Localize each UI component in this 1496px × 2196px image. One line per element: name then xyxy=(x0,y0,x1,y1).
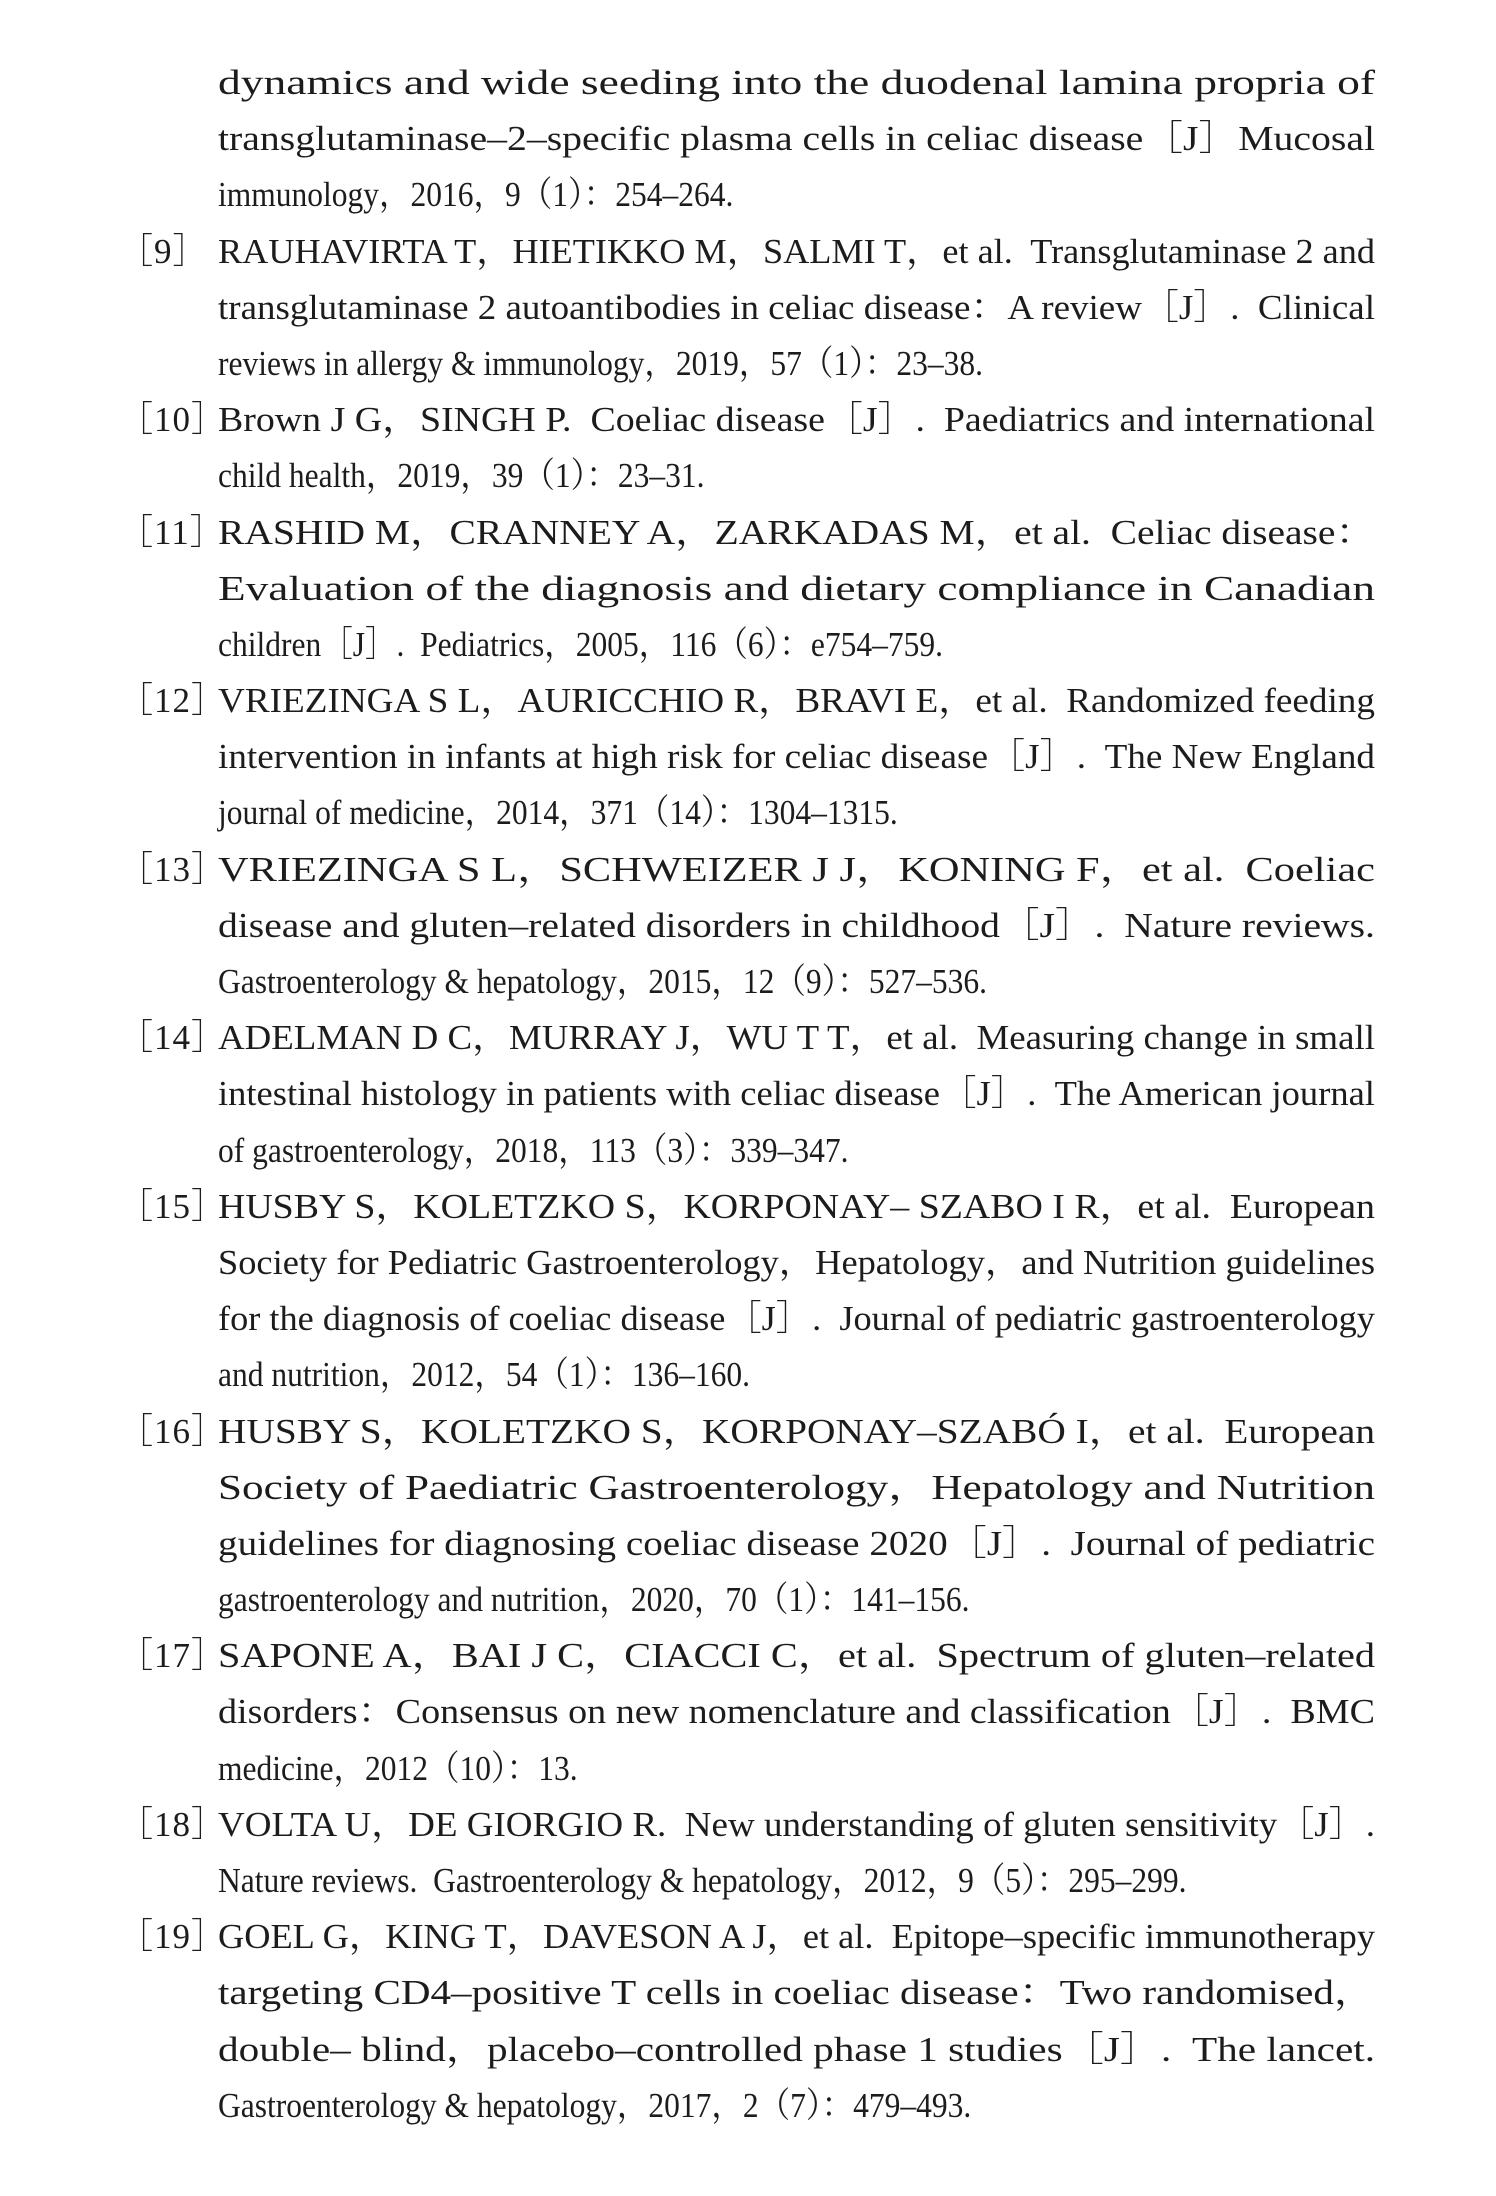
reference-line: intervention in infants at high risk for celiac disease［J］. The New England xyxy=(218,737,1376,777)
reference-item-14 xyxy=(0,1010,1496,1179)
reference-line: of gastroenterology，2018，113（3）：339–347. xyxy=(218,1130,849,1170)
reference-item-12 xyxy=(0,673,1496,842)
reference-line: transglutaminase–2–specific plasma cells in celiac disease［J］Mucosal xyxy=(218,119,1375,159)
reference-item-9 xyxy=(0,224,1496,393)
reference-item-19 xyxy=(0,1909,1496,2134)
reference-line: Brown J G，SINGH P. Coeliac disease［J］. Paediatrics and international xyxy=(218,400,1376,440)
reference-line: double– blind，placebo–controlled phase 1 studies［J］. The lancet. xyxy=(218,2029,1376,2069)
reference-line: transglutaminase 2 autoantibodies in celiac disease：A review［J］. Clinical xyxy=(218,287,1375,327)
reference-number: ［18］ xyxy=(118,1804,228,1844)
reference-line: RAUHAVIRTA T，HIETIKKO M，SALMI T，et al. Transglutaminase 2 and xyxy=(218,231,1375,271)
reference-line: intestinal histology in patients with celiac disease［J］. The American journal xyxy=(218,1074,1375,1114)
reference-line: immunology，2016，9（1）：254–264. xyxy=(218,175,734,215)
reference-item-13 xyxy=(0,842,1496,1011)
reference-number: ［12］ xyxy=(118,681,228,721)
reference-line: targeting CD4–positive T cells in coeliac disease：Two randomised， xyxy=(218,1973,1376,2013)
reference-line: VRIEZINGA S L，AURICCHIO R，BRAVI E，et al. Randomized feeding xyxy=(218,681,1375,721)
reference-number: ［14］ xyxy=(118,1018,228,1058)
reference-line: HUSBY S，KOLETZKO S，KORPONAY–SZABÓ I，et al. European xyxy=(218,1411,1376,1451)
reference-item-10 xyxy=(0,392,1496,504)
reference-line: disease and gluten–related disorders in childhood［J］. Nature reviews. xyxy=(218,905,1375,945)
reference-item-17 xyxy=(0,1628,1496,1797)
reference-line: child health，2019，39（1）：23–31. xyxy=(218,456,705,496)
reference-number: ［9］ xyxy=(118,231,209,271)
reference-line: SAPONE A，BAI J C，CIACCI C，et al. Spectrum of gluten–related xyxy=(218,1636,1375,1676)
reference-line: Gastroenterology & hepatology，2017，2（7）：479–493. xyxy=(218,2085,972,2125)
reference-line: journal of medicine，2014，371（14）：1304–1315. xyxy=(218,793,898,833)
reference-line: RASHID M，CRANNEY A，ZARKADAS M，et al. Celiac disease： xyxy=(218,512,1375,552)
reference-item-16 xyxy=(0,1404,1496,1629)
reference-line: ADELMAN D C，MURRAY J，WU T T，et al. Measuring change in small xyxy=(218,1018,1375,1058)
reference-line: and nutrition，2012，54（1）：136–160. xyxy=(218,1355,750,1395)
reference-item-18 xyxy=(0,1797,1496,1909)
reference-number: ［16］ xyxy=(118,1411,228,1451)
reference-item-15 xyxy=(0,1179,1496,1404)
reference-number: ［13］ xyxy=(118,849,228,889)
reference-number: ［10］ xyxy=(118,400,228,440)
reference-number: ［17］ xyxy=(118,1636,228,1676)
reference-line: Evaluation of the diagnosis and dietary compliance in Canadian xyxy=(218,568,1375,608)
reference-item-continued xyxy=(0,55,1496,224)
reference-line: GOEL G，KING T，DAVESON A J，et al. Epitope–specific immunotherapy xyxy=(218,1917,1376,1957)
reference-line: children［J］. Pediatrics，2005，116（6）：e754–759. xyxy=(218,624,944,664)
reference-line: HUSBY S，KOLETZKO S，KORPONAY– SZABO I R，et al. European xyxy=(218,1186,1375,1226)
reference-line: for the diagnosis of coeliac disease［J］. Journal of pediatric gastroenterology xyxy=(218,1299,1375,1339)
reference-number: ［11］ xyxy=(118,512,226,552)
reference-line: disorders：Consensus on new nomenclature and classification［J］. BMC xyxy=(218,1692,1376,1732)
reference-number: ［19］ xyxy=(118,1917,228,1957)
reference-line: Nature reviews. Gastroenterology & hepatology，2012，9（5）：295–299. xyxy=(218,1861,1187,1900)
reference-line: guidelines for diagnosing coeliac disease 2020［J］. Journal of pediatric xyxy=(218,1523,1376,1563)
reference-line: VRIEZINGA S L，SCHWEIZER J J，KONING F，et al. Coeliac xyxy=(218,849,1375,889)
reference-line: medicine，2012（10）：13. xyxy=(218,1748,578,1788)
reference-list xyxy=(0,55,1496,2134)
reference-line: Society for Pediatric Gastroenterology，Hepatology，and Nutrition guidelines xyxy=(218,1242,1376,1282)
reference-line: gastroenterology and nutrition，2020，70（1）：141–156. xyxy=(218,1580,970,1620)
reference-line: Gastroenterology & hepatology，2015，12（9）：527–536. xyxy=(218,962,988,1001)
reference-line: reviews in allergy & immunology，2019，57（1）：23–38. xyxy=(218,343,983,383)
reference-line: dynamics and wide seeding into the duodenal lamina propria of xyxy=(218,63,1376,102)
reference-number: ［15］ xyxy=(118,1186,228,1226)
reference-line: VOLTA U，DE GIORGIO R. New understanding of gluten sensitivity［J］. xyxy=(218,1804,1375,1844)
reference-item-11 xyxy=(0,505,1496,674)
reference-line: Society of Paediatric Gastroenterology，Hepatology and Nutrition xyxy=(218,1467,1375,1507)
